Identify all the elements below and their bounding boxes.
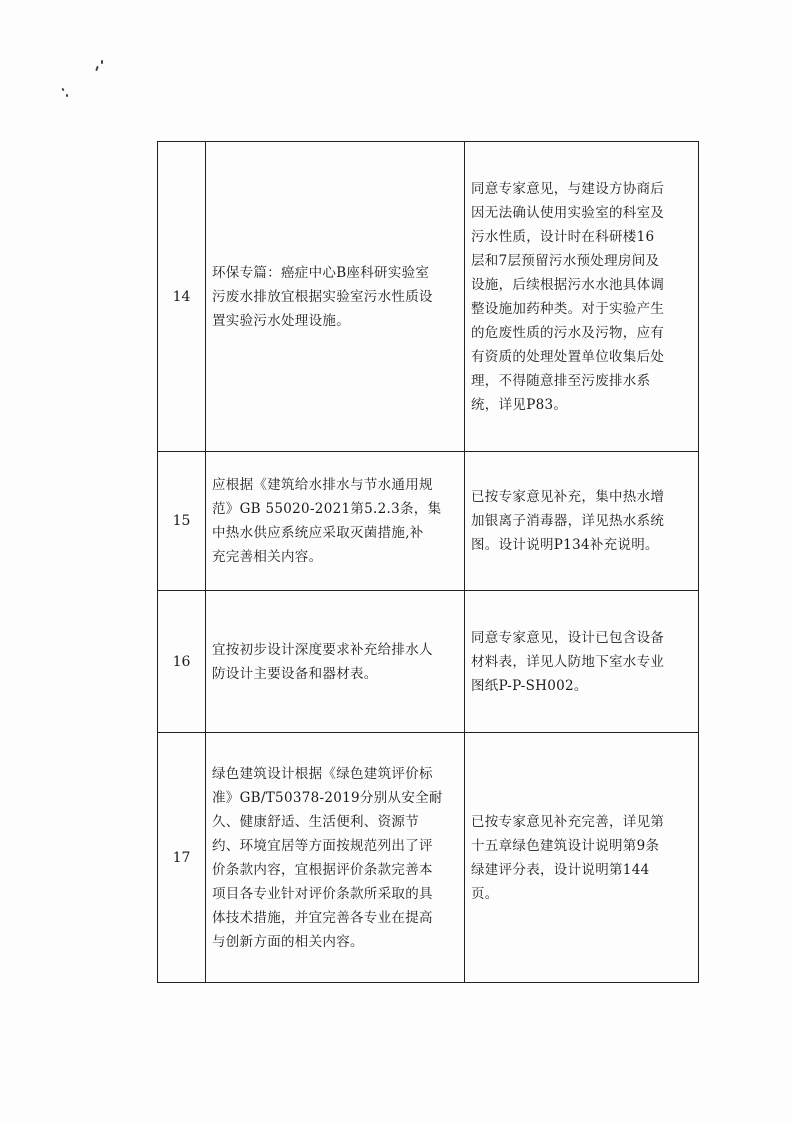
scan-speck [66,94,68,97]
row-number: 15 [158,452,206,591]
expert-opinion-text: 应根据《建筑给水排水与节水通用规 范》GB 55020-2021第5.2.3条，集 中热水供应系统应采取灭菌措施,补 充完善相关内容。 [212,477,442,565]
row-number: 16 [158,591,206,733]
response-cell [465,733,699,983]
expert-opinion-text: 环保专篇：癌症中心B座科研实验室 污废水排放宜根据实验室污水性质设 置实验污水处理设施。 [212,264,433,329]
response-cell [465,142,699,452]
response-text: 同意专家意见，与建设方协商后 因无法确认使用实验室的科室及 污水性质，设计时在科研楼16 层和7层预留污水预处理房间及 设施，后续根据污水水池具体调 整设施加药种类。对于实验产生 的危废性质的污水及污物，应有 有资质的处理处置单位收集后处 理，不得随意排至污废排水系 统，详见P83。 [471,180,665,413]
table-row [158,733,699,983]
row-number: 17 [158,733,206,983]
scan-speck [95,66,99,71]
expert-opinion-cell [206,733,465,983]
row-number: 14 [158,142,206,452]
scan-speck [61,88,64,92]
response-cell [465,452,699,591]
response-text: 已按专家意见补充完善，详见第 十五章绿色建筑设计说明第9条 绿建评分表，设计说明第144 页。 [471,813,665,902]
table-row [158,591,699,733]
expert-opinion-cell [206,591,465,733]
response-text: 同意专家意见，设计已包含设备 材料表，详见人防地下室水专业 图纸P-P-SH002。 [471,629,665,694]
table-row [158,142,699,452]
scan-speck [101,60,103,64]
expert-opinion-cell [206,452,465,591]
expert-opinion-cell [206,142,465,452]
response-text: 已按专家意见补充，集中热水增 加银离子消毒器，详见热水系统 图。设计说明P134补充说明。 [471,489,665,553]
expert-opinion-text: 宜按初步设计深度要求补充给排水人 防设计主要设备和器材表。 [212,641,433,682]
table-row [158,452,699,591]
expert-opinion-text: 绿色建筑设计根据《绿色建筑评价标 准》GB/T50378-2019分别从安全耐 久、健康舒适、生活便利、资源节 约、环境宜居等方面按规范列出了评 价条款内容，宜根据评价条款完善本 项目各专业针对评价条款所采取的具 体技术措施，并宜完善各专业在提高 与创新方面的相关内容。 [212,765,443,950]
review-response-table [157,141,699,983]
response-cell [465,591,699,733]
